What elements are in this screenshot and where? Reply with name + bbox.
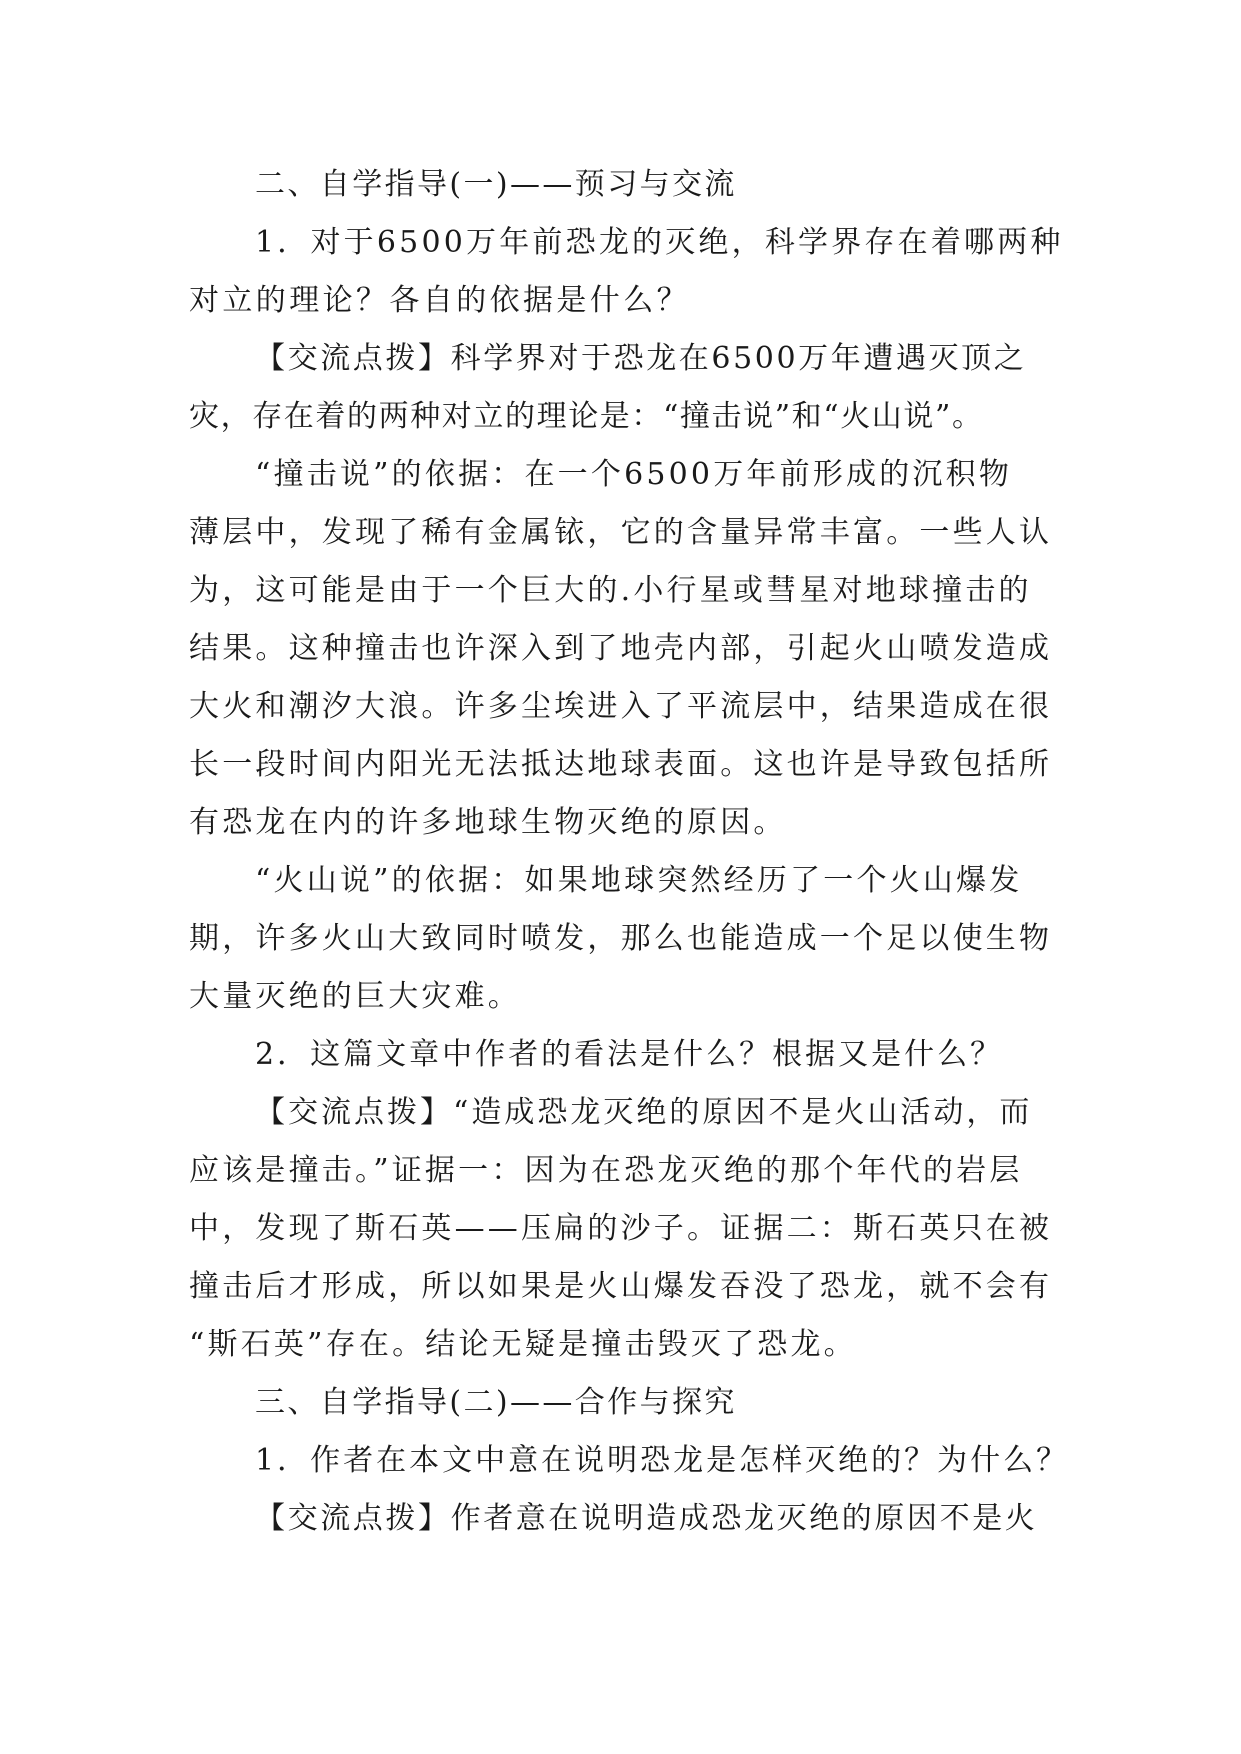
answer-2-line-4: 撞击后才形成，所以如果是火山爆发吞没了恐龙，就不会有: [189, 1269, 1053, 1304]
question-1-line-1: 1．对于6500万年前恐龙的灭绝，科学界存在着哪两种: [255, 225, 1064, 260]
question-3: 1．作者在本文中意在说明恐龙是怎样灭绝的？为什么？: [255, 1443, 1070, 1478]
answer-2-line-2: 应该是撞击。”证据一：因为在恐龙灭绝的那个年代的岩层: [189, 1153, 1023, 1188]
question-2: 2．这篇文章中作者的看法是什么？根据又是什么？: [255, 1037, 1004, 1072]
answer-1-line-1: 【交流点拨】科学界对于恐龙在6500万年遭遇灭顶之: [255, 341, 1027, 376]
answer-2-line-3: 中，发现了斯石英——压扁的沙子。证据二：斯石英只在被: [189, 1211, 1053, 1246]
question-1-line-2: 对立的理论？各自的依据是什么？: [189, 283, 690, 318]
section-heading-self-study-2: 三、自学指导(二)——合作与探究: [255, 1385, 737, 1420]
answer-2-line-1: 【交流点拨】“造成恐龙灭绝的原因不是火山活动，而: [255, 1095, 1033, 1130]
impact-theory-line-6: 长一段时间内阳光无法抵达地球表面。这也许是导致包括所: [189, 747, 1053, 782]
impact-theory-line-2: 薄层中，发现了稀有金属铱，它的含量异常丰富。一些人认: [189, 515, 1053, 550]
answer-1-line-2: 灾，存在着的两种对立的理论是：“撞击说”和“火山说”。: [189, 399, 984, 434]
volcano-theory-line-3: 大量灭绝的巨大灾难。: [189, 979, 521, 1014]
volcano-theory-line-2: 期，许多火山大致同时喷发，那么也能造成一个足以使生物: [189, 921, 1053, 956]
impact-theory-line-1: “撞击说”的依据：在一个6500万年前形成的沉积物: [255, 457, 1013, 492]
impact-theory-line-4: 结果。这种撞击也许深入到了地壳内部，引起火山喷发造成: [189, 631, 1053, 666]
impact-theory-line-5: 大火和潮汐大浪。许多尘埃进入了平流层中，结果造成在很: [189, 689, 1053, 724]
impact-theory-line-7: 有恐龙在内的许多地球生物灭绝的原因。: [189, 805, 787, 840]
volcano-theory-line-1: “火山说”的依据：如果地球突然经历了一个火山爆发: [255, 863, 1023, 898]
answer-2-line-5: “斯石英”存在。结论无疑是撞击毁灭了恐龙。: [189, 1327, 857, 1362]
impact-theory-line-3: 为，这可能是由于一个巨大的.小行星或彗星对地球撞击的: [189, 573, 1032, 608]
answer-3-line-1: 【交流点拨】作者意在说明造成恐龙灭绝的原因不是火: [255, 1501, 1038, 1536]
section-heading-self-study-1: 二、自学指导(一)——预习与交流: [255, 167, 737, 202]
